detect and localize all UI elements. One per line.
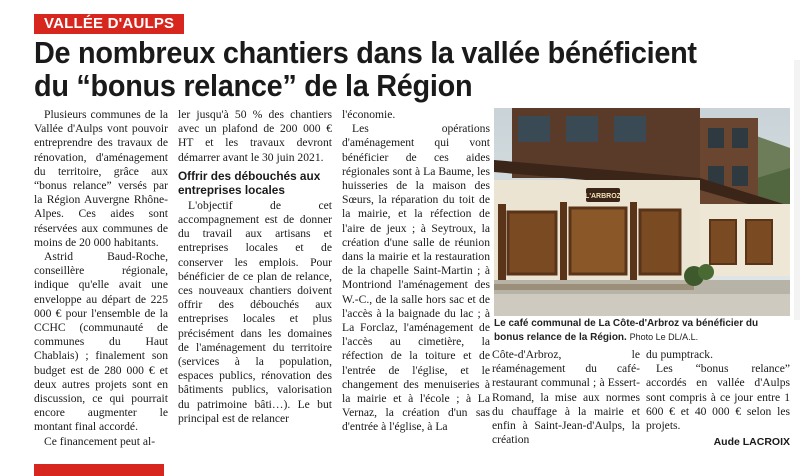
article-column-1: [34, 108, 168, 448]
article-subhead: Offrir des débouchés aux entreprises locales: [178, 168, 321, 197]
article-column-4: [646, 348, 790, 448]
paragraph: L'objectif de cet accompagnement est de donner du travail aux artisans et entreprises locales et de conserver les emplois. Pour bénéficier de ce plan de relance, ces nouveaux chantiers doivent offrir des débouchés aux entreprises locales et plus précisément dans les domaines de l'aménagement du territoire (services à la population, espaces publics, rénovation des bâtiments publics, valorisation du patrimoine bâti…). Le but principal est de relancer: [178, 198, 332, 425]
chalet-sign-text: L'ARBROZ: [585, 193, 621, 200]
article-photo: [494, 108, 790, 316]
paragraph: Plusieurs communes de la Vallée d'Aulps vont pouvoir entreprendre des travaux de rénovation, d'aménagement du territoire, grâce aux “bonus relance” versés par la Région Auvergne Rhône-Alpes. Ces aides sont réservées aux communes de moins de 20 000 habitants.: [34, 108, 168, 249]
section-rubric: VALLÉE D'AULPS: [34, 14, 184, 34]
paragraph: Les “bonus relance” accordés en vallée d'Aulps sont compris à ce jour entre 1 600 € et 40 000 € selon les projets.: [646, 362, 790, 433]
article-column-3: [342, 108, 490, 448]
caption-text: Le café communal de La Côte-d'Arbroz va bénéficier du bonus relance de la Région.: [494, 318, 759, 343]
photo-credit: Photo Le DL/A.L.: [629, 331, 699, 342]
author-signature: Aude LACROIX: [713, 436, 790, 448]
next-article-rubric-edge: [34, 464, 164, 476]
article-column-3-continued: [492, 348, 640, 448]
page-edge-strip: [794, 60, 800, 320]
article-headline: De nombreux chantiers dans la vallée bénéficient du “bonus relance” de la Région: [34, 35, 697, 103]
paragraph: Les opérations d'aménagement qui vont bénéficier de ces aides régionales sont à La Baume, les huisseries de la maison des Sœurs, la réparation du toit de la mairie, et la réfection de l'aire de jeux ; à Seytroux, la création d'une salle de réunion dans la mairie et la restauration de la chapelle Saint-Martin ; à Montriond l'aménagement des W.-C., de la salle hors sac et de l'accès à la baignade du lac ; à La Forclaz, l'aménagement de l'accès au cimetière, la réfection de la toiture et de l'entrée de l'église, et le changement des menuiseries à la mairie et à l'école ; à La Vernaz, la création d'un sas d'entrée à l'église, à La: [342, 122, 490, 434]
paragraph-continuation: ler jusqu'à 50 % des chantiers avec un plafond de 200 000 € HT et les travaux devront démarrer avant le 30 juin 2021.: [178, 108, 332, 164]
paragraph-continuation: Côte-d'Arbroz, le réaménagement du café-restaurant communal ; à Essert-Romand, la mise aux normes du chauffage à la mairie et enfin à Saint-Jean-d'Aulps, la création: [492, 348, 640, 447]
chalet-photo-illustration: [494, 108, 790, 316]
paragraph: Astrid Baud-Roche, conseillère régionale, indique qu'elle avait une enveloppe au départ de 225 000 € pour l'ensemble de la CCHC (communauté de communes du Haut Chablais) ; finalement son budget est de 280 000 € et deux autres projets sont en discussion, ce qui pourrait encore augmenter le montant final accordé.: [34, 250, 168, 434]
paragraph: Ce financement peut al-: [44, 434, 156, 448]
article-column-2: [178, 108, 332, 448]
paragraph-continuation: du pumptrack.: [646, 348, 713, 361]
paragraph-continuation: l'économie.: [342, 108, 396, 121]
photo-caption: [494, 318, 790, 344]
